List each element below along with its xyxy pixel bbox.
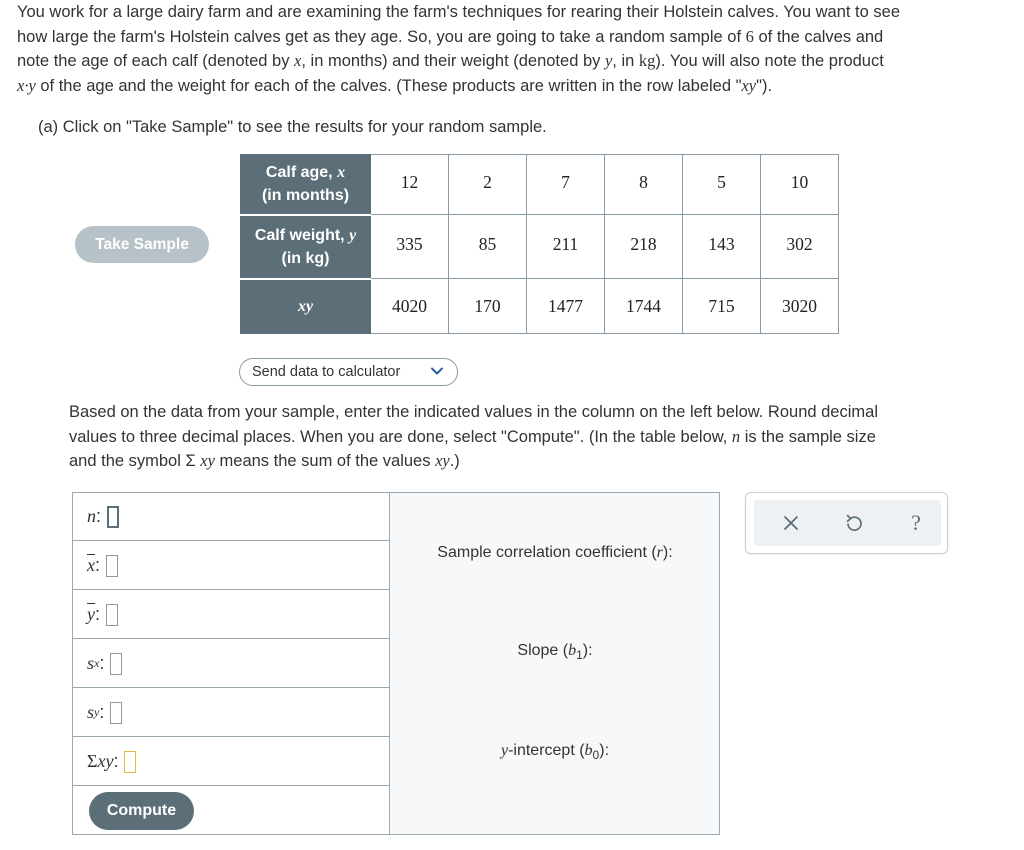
problem-line-2b: of the calves and xyxy=(753,27,884,46)
field-row-n xyxy=(73,493,389,541)
colon: : xyxy=(113,751,119,771)
colon: : xyxy=(96,506,102,526)
slope-label-end: ): xyxy=(582,642,593,659)
problem-line-2a: how large the farm's Holstein calves get as they age. So, you are going to take a random sample of xyxy=(17,27,746,46)
sum-xy-input[interactable] xyxy=(124,751,136,773)
clear-button[interactable] xyxy=(778,510,804,536)
var-r: r xyxy=(656,544,663,561)
instructions-line-3b: means the sum of the values xyxy=(214,452,436,470)
table-cell-age: 10 xyxy=(761,155,839,215)
tool-panel xyxy=(745,492,948,554)
table-cell-product: 715 xyxy=(683,279,761,334)
var-xy: xy xyxy=(741,75,757,95)
xbar-input[interactable] xyxy=(106,555,118,577)
table-cell-product: 1477 xyxy=(527,279,605,334)
slope-label xyxy=(390,642,720,662)
table-row-product xyxy=(241,279,839,334)
instructions-line-3a: and the symbol Σ xyxy=(69,452,201,470)
sx-input[interactable] xyxy=(110,653,122,675)
field-row-xbar xyxy=(73,542,389,590)
problem-line-4b: "). xyxy=(756,76,773,95)
slope-label-text: Slope ( xyxy=(517,642,569,659)
sample-data-table xyxy=(240,154,839,334)
var-y: y xyxy=(604,51,613,70)
field-label-sy-sub: y xyxy=(94,705,100,719)
undo-button[interactable] xyxy=(841,510,867,536)
var-x: x xyxy=(294,51,302,70)
undo-icon xyxy=(844,513,864,533)
correlation-label xyxy=(390,544,720,562)
var-n: n xyxy=(731,426,741,446)
var-x-dot-y: x·y xyxy=(17,75,36,95)
slope-subscript: 1 xyxy=(576,648,583,663)
table-row-weight xyxy=(241,215,839,279)
field-label-sx-sub: x xyxy=(94,656,100,670)
field-label-sum-xy: xy xyxy=(97,751,114,771)
instructions-line-2a: values to three decimal places. When you are done, select "Compute". (In the table below, xyxy=(69,427,732,446)
instructions-line-2b: is the sample size xyxy=(740,427,876,446)
table-cell-weight: 85 xyxy=(449,215,527,279)
intercept-label xyxy=(390,742,720,762)
colon: : xyxy=(99,702,105,722)
field-label-n: n xyxy=(87,506,96,526)
weight-header-text: Calf weight, xyxy=(254,226,350,244)
ybar-input[interactable] xyxy=(106,604,118,626)
intercept-subscript: 0 xyxy=(592,748,600,763)
row-header-age xyxy=(241,155,371,215)
field-label-sy: s xyxy=(87,702,95,722)
problem-line-3b: , in months) and their weight (denoted by xyxy=(301,52,605,70)
sigma-symbol: Σ xyxy=(87,751,98,771)
table-cell-weight: 335 xyxy=(371,215,449,279)
table-cell-product: 170 xyxy=(449,279,527,334)
var-y: y xyxy=(500,742,509,759)
table-cell-age: 7 xyxy=(527,155,605,215)
colon: : xyxy=(95,555,101,575)
table-cell-product: 1744 xyxy=(605,279,683,334)
help-button[interactable] xyxy=(903,510,929,536)
weight-header-unit: (in kg) xyxy=(281,249,330,267)
table-cell-weight: 143 xyxy=(683,215,761,279)
correlation-label-text: Sample correlation coefficient ( xyxy=(437,544,657,561)
var-b0: b xyxy=(584,742,593,759)
send-data-dropdown[interactable] xyxy=(239,358,458,386)
n-input[interactable] xyxy=(107,506,119,528)
problem-line-3c: , in xyxy=(612,52,639,70)
var-xy: xy xyxy=(435,451,450,470)
table-cell-age: 8 xyxy=(605,155,683,215)
intercept-label-text: -intercept ( xyxy=(508,742,585,759)
age-header-text: Calf age, xyxy=(265,164,338,182)
colon: : xyxy=(95,604,101,624)
table-cell-age: 5 xyxy=(683,155,761,215)
field-label-ybar: $\overline{y}$ xyxy=(87,604,95,624)
age-header-unit: (in months) xyxy=(261,187,350,205)
field-row-sum-xy xyxy=(73,738,389,786)
table-cell-age: 12 xyxy=(371,155,449,215)
field-row-sy xyxy=(73,689,389,737)
var-b1: b xyxy=(568,642,577,659)
sy-input[interactable] xyxy=(110,702,122,724)
table-cell-weight: 302 xyxy=(761,215,839,279)
table-cell-weight: 218 xyxy=(605,215,683,279)
table-cell-product: 3020 xyxy=(761,279,839,334)
field-label-xbar: $\overline{x}$ xyxy=(87,555,95,575)
table-row-age xyxy=(241,155,839,215)
product-header-var: xy xyxy=(297,297,314,315)
instructions-line-3c: .) xyxy=(449,452,460,470)
weight-header-var: y xyxy=(349,226,357,244)
table-cell-weight: 211 xyxy=(527,215,605,279)
field-label-sx: s xyxy=(87,653,95,673)
tool-bar xyxy=(754,500,941,546)
send-data-label: Send data to calculator xyxy=(252,364,401,380)
part-a-instruction: (a) Click on "Take Sample" to see the results for your random sample. xyxy=(38,118,547,136)
field-row-sx xyxy=(73,640,389,688)
compute-button[interactable]: Compute xyxy=(89,792,194,830)
unit-kg: kg xyxy=(638,51,656,70)
table-cell-age: 2 xyxy=(449,155,527,215)
problem-line-1: You work for a large dairy farm and are examining the farm's techniques for rearing their Holstein calves. You want to see xyxy=(17,3,901,21)
colon: : xyxy=(99,653,105,673)
problem-statement xyxy=(17,0,997,98)
instructions xyxy=(69,400,969,474)
row-header-product xyxy=(241,279,371,334)
problem-line-3a: note the age of each calf (denoted by xyxy=(17,52,295,70)
row-header-weight xyxy=(241,215,371,279)
chevron-down-icon xyxy=(430,364,444,378)
results-panel xyxy=(390,492,720,835)
instructions-line-1: Based on the data from your sample, enter the indicated values in the column on the left below. Round decimal xyxy=(69,403,878,421)
problem-line-3d: ). You will also note the product xyxy=(655,52,884,70)
correlation-label-end: ): xyxy=(662,544,673,561)
field-row-ybar xyxy=(73,591,389,639)
table-cell-product: 4020 xyxy=(371,279,449,334)
input-panel xyxy=(72,492,390,835)
intercept-label-end: ): xyxy=(599,742,610,759)
help-icon: ? xyxy=(911,510,921,535)
problem-line-4a: of the age and the weight for each of the calves. (These products are written in the row labeled " xyxy=(35,76,742,95)
var-xy: xy xyxy=(200,451,215,470)
close-icon xyxy=(783,515,799,531)
age-header-var: x xyxy=(337,164,346,182)
sample-size-value: 6 xyxy=(745,26,754,46)
take-sample-button[interactable]: Take Sample xyxy=(75,226,209,263)
